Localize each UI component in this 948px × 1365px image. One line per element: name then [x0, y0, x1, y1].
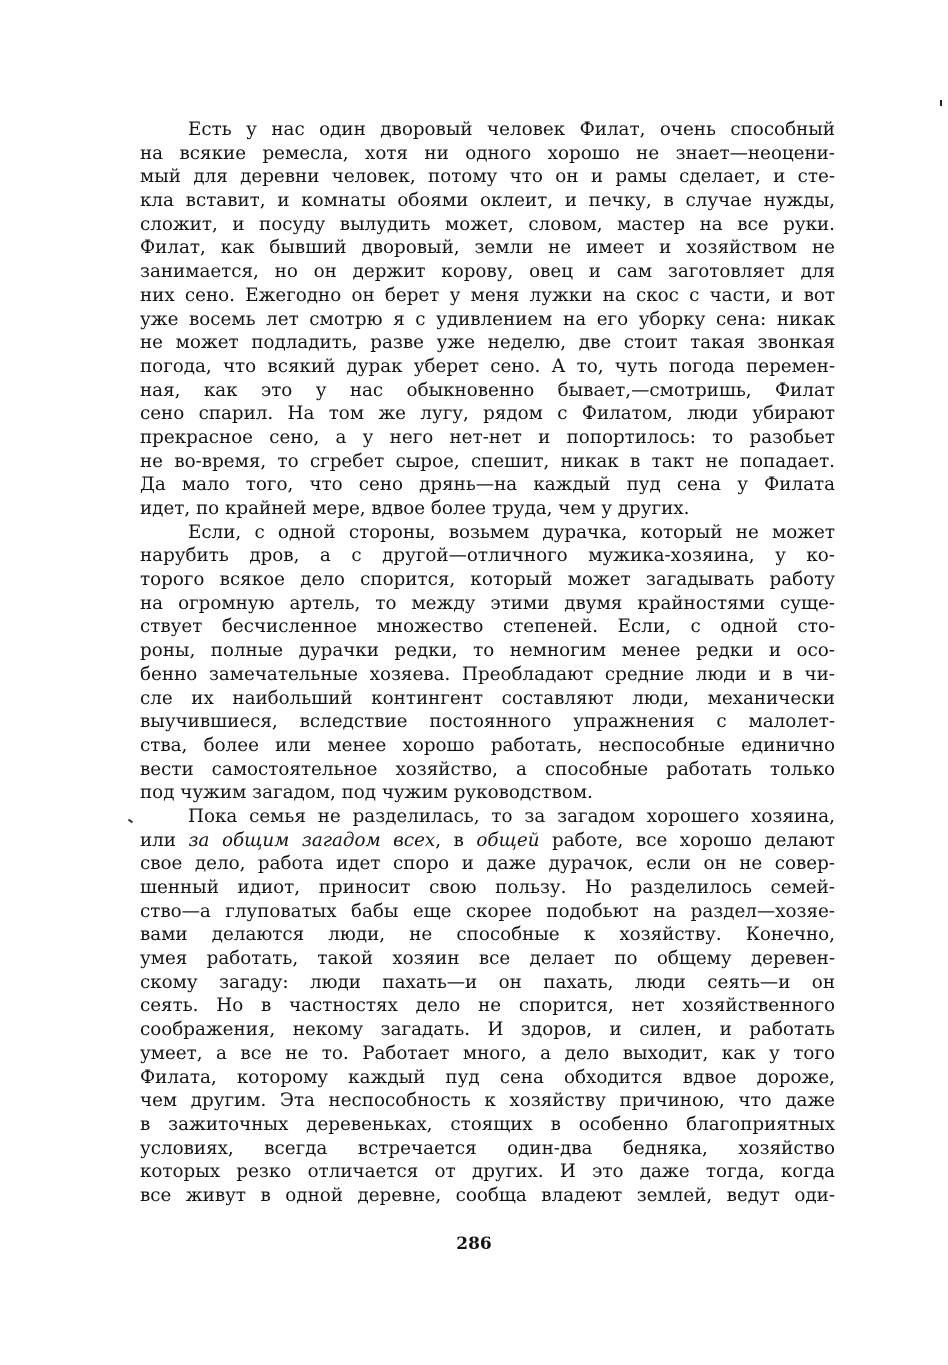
text-line: на огромную артель, то между этими двумя крайностями суще- [140, 592, 835, 614]
text-line: ная, как это у нас обыкновенно бывает,—смотришь, Филат [140, 379, 835, 401]
text-line: условиях, всегда встречается один-два бедняка, хозяйство [140, 1137, 835, 1159]
text-line: сложит, и посуду вылудить может, словом, мастер на все руки. [140, 213, 835, 235]
text-line: нарубить дров, а с другой—отличного мужика-хозяина, у ко- [140, 545, 835, 567]
text-line: мый для деревни человек, потому что он и рамы сделает, и сте- [140, 166, 835, 188]
text-line: не во-время, то сгребет сырое, спешит, никак в такт не попадает. [140, 450, 835, 472]
text-line: свое дело, работа идет споро и даже дурачок, если он не совер- [140, 853, 835, 875]
text-line: ства, более или менее хорошо работать, неспособные единично [140, 734, 835, 756]
text-line: на всякие ремесла, хотя ни одного хорошо не знает—неоцени- [140, 142, 835, 164]
text-line: ствует бесчисленное множество степеней. Если, с одной сто- [140, 616, 835, 638]
text-line: них сено. Ежегодно он берет у меня лужки на скос с части, и вот [140, 284, 835, 306]
text-run: или [140, 829, 189, 851]
text-line: сено спарил. На том же лугу, рядом с Филатом, люди убирают [140, 403, 835, 425]
text-line: под чужим загадом, под чужим руководством. [140, 782, 593, 804]
text-line: сле их наибольший контингент составляют люди, механически [140, 687, 835, 709]
text-line: не может подладить, разве уже неделю, две стоит такая звонкая [140, 332, 835, 354]
text-line: уже восемь лет смотрю я с удивлением на его уборку сена: никак [140, 308, 835, 330]
text-line: Если, с одной стороны, возьмем дурачка, который не может [188, 521, 835, 543]
text-line: кла вставит, и комнаты обоями оклеит, и печку, в случае нужды, [140, 190, 835, 212]
page-number: 286 [456, 1234, 492, 1254]
italic-run: общей [476, 829, 540, 851]
text-line: погода, что всякий дурак уберет сено. А то, чуть погода перемен- [140, 355, 835, 377]
text-line-with-italics [140, 829, 835, 853]
text-line: умея работать, такой хозяин все делает по общему деревен- [140, 948, 835, 970]
text-line: идет, по крайней мере, вдвое более труда, чем у других. [140, 498, 690, 519]
text-line: соображения, некому загадать. И здоров, и силен, и работать [140, 1019, 835, 1041]
text-line: вести самостоятельное хозяйство, а способные работать только [140, 758, 835, 780]
text-line: Филата, которому каждый пуд сена обходится вдвое дороже, [140, 1066, 835, 1088]
text-line: Есть у нас один дворовый человек Филат, очень способный [188, 119, 835, 140]
text-line: сеять. Но в частностях дело не спорится, нет хозяйственного [140, 995, 835, 1017]
scan-speck [940, 100, 942, 106]
text-line: Пока семья не разделилась, то за загадом хорошего хозяина, [188, 805, 835, 827]
text-line: шенный идиот, приносит свою пользу. Но разделилось семей- [140, 877, 835, 898]
text-line: торого всякое дело спорится, который может загадывать работу [140, 569, 835, 591]
text-line: роны, полные дурачки редки, то немногим менее редки и осо- [140, 640, 835, 662]
text-line: все живут в одной деревне, сообща владеют землей, ведут оди- [140, 1184, 835, 1206]
text-line: выучившиеся, вследствие постоянного упражнения с малолет- [140, 711, 835, 733]
text-run: работе, все хорошо делают [539, 829, 835, 851]
text-line: ство—а глуповатых бабы еще скорее подобьют на раздел—хозяе- [140, 900, 835, 922]
text-line: которых резко отличается от других. И это даже тогда, когда [140, 1161, 835, 1183]
text-line: Филат, как бывший дворовый, земли не имеет и хозяйством не [140, 237, 835, 259]
scan-speck [128, 819, 133, 824]
text-line: в зажиточных деревеньках, стоящих в особенно благоприятных [140, 1113, 835, 1135]
italic-run: за общим загадом всех [188, 829, 436, 851]
text-line: занимается, но он держит корову, овец и сам заготовляет для [140, 261, 835, 283]
text-line: чем другим. Эта неспособность к хозяйству причиною, что даже [140, 1090, 835, 1112]
text-run: , в [435, 829, 477, 851]
text-line: скому загаду: люди пахать—и он пахать, люди сеять—и он [140, 971, 835, 993]
text-line: Да мало того, что сено дрянь—на каждый пуд сена у Филата [140, 474, 835, 496]
text-line: бенно замечательные хозяева. Преобладают средние люди и в чи- [140, 663, 835, 685]
text-line: умеет, а все не то. Работает много, а дело выходит, как у того [140, 1042, 835, 1064]
text-line: вами делаются люди, не способные к хозяйству. Конечно, [140, 924, 835, 946]
text-line: прекрасное сено, а у него нет-нет и попортилось: то разобьет [140, 426, 835, 448]
body-text [140, 118, 835, 1208]
